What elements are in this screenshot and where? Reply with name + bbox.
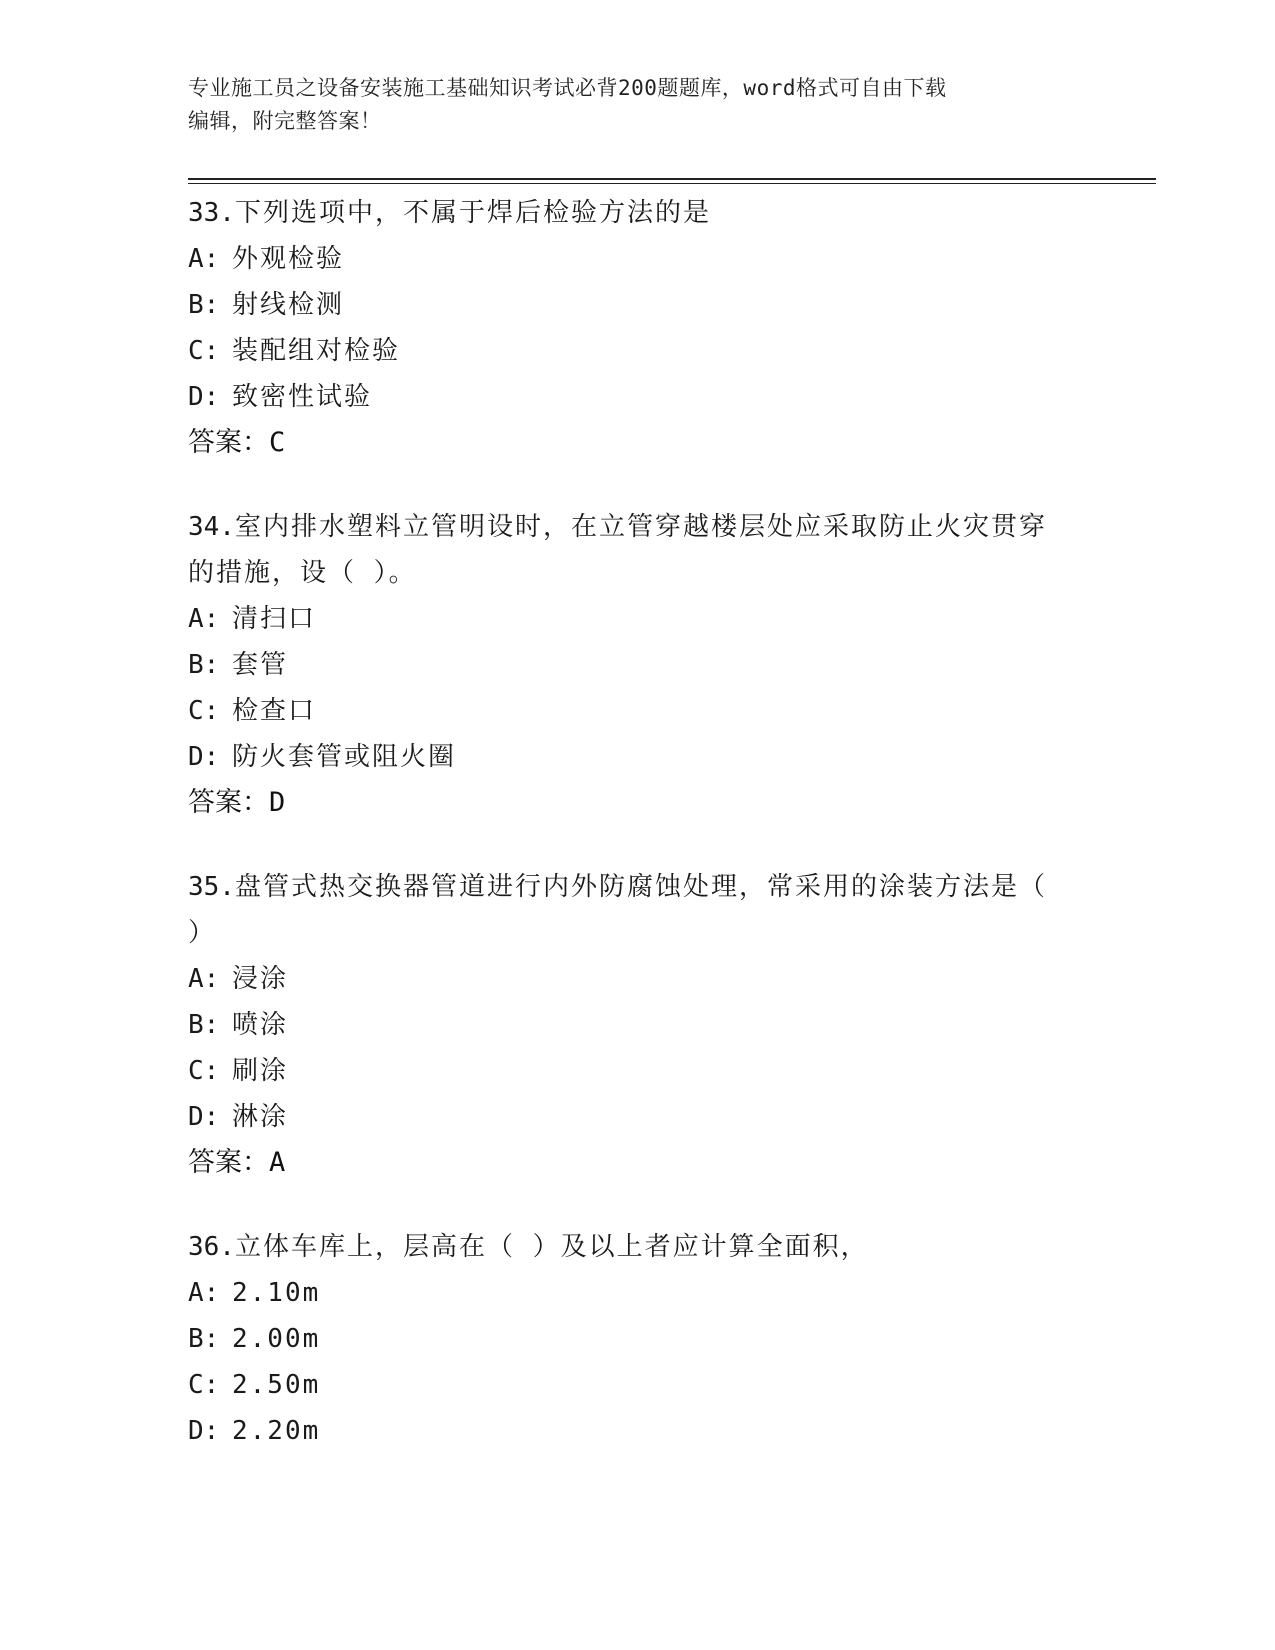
option-text: 套管 <box>232 650 289 680</box>
question-stem <box>188 504 1088 550</box>
option-b <box>188 282 1088 328</box>
question-33 <box>188 190 1088 466</box>
option-d <box>188 1094 1088 1140</box>
header-line-2: 编辑，附完整答案！ <box>188 109 382 133</box>
option-a <box>188 236 1088 282</box>
option-letter: D: <box>188 1102 220 1132</box>
option-text: 淋涂 <box>232 1102 289 1132</box>
option-c <box>188 328 1088 374</box>
question-number: 36. <box>188 1232 235 1262</box>
option-letter: A: <box>188 244 220 274</box>
option-text: 检查口 <box>232 696 317 726</box>
option-c <box>188 1362 1088 1408</box>
question-list <box>188 190 1088 1492</box>
header-line-1: 专业施工员之设备安装施工基础知识考试必背200题题库，word格式可自由下载 <box>188 76 947 100</box>
option-letter: C: <box>188 1370 220 1400</box>
answer-label: 答案： <box>188 1147 269 1178</box>
option-letter: B: <box>188 1010 220 1040</box>
question-35 <box>188 864 1088 1186</box>
option-b <box>188 642 1088 688</box>
option-a <box>188 596 1088 642</box>
answer-value: C <box>269 427 286 458</box>
option-d <box>188 1408 1088 1454</box>
option-letter: C: <box>188 1056 220 1086</box>
answer <box>188 1140 1088 1186</box>
option-letter: A: <box>188 964 220 994</box>
option-c <box>188 1048 1088 1094</box>
option-letter: D: <box>188 742 220 772</box>
option-letter: B: <box>188 650 220 680</box>
option-text: 刷涂 <box>232 1056 289 1086</box>
question-stem-line: 立体车库上，层高在（ ）及以上者应计算全面积， <box>234 1232 869 1262</box>
question-stem <box>188 864 1088 910</box>
option-letter: C: <box>188 336 220 366</box>
option-b <box>188 1316 1088 1362</box>
answer-label: 答案： <box>188 787 269 818</box>
option-text: 2.20m <box>232 1416 321 1446</box>
option-d <box>188 734 1088 780</box>
question-stem-line: 下列选项中，不属于焊后检验方法的是 <box>234 198 711 228</box>
option-text: 2.00m <box>232 1324 321 1354</box>
option-d <box>188 374 1088 420</box>
answer-label: 答案： <box>188 427 269 458</box>
option-a <box>188 956 1088 1002</box>
question-stem-line: 盘管式热交换器管道进行内外防腐蚀处理，常采用的涂装方法是（ <box>234 872 1047 902</box>
document-header <box>188 72 1088 138</box>
question-stem-line: ） <box>188 918 217 948</box>
option-letter: C: <box>188 696 220 726</box>
question-34 <box>188 504 1088 826</box>
question-number: 33. <box>188 198 235 228</box>
option-letter: B: <box>188 290 220 320</box>
question-stem-line: 室内排水塑料立管明设时，在立管穿越楼层处应采取防止火灾贯穿 <box>234 512 1047 542</box>
option-letter: B: <box>188 1324 220 1354</box>
header-divider-thick <box>188 178 1156 180</box>
option-text: 装配组对检验 <box>232 336 401 366</box>
answer-value: A <box>269 1147 286 1178</box>
option-text: 喷涂 <box>232 1010 289 1040</box>
answer <box>188 420 1088 466</box>
question-stem-continuation <box>188 550 1088 596</box>
option-a <box>188 1270 1088 1316</box>
question-number: 34. <box>188 512 235 542</box>
answer <box>188 780 1088 826</box>
option-text: 清扫口 <box>232 604 317 634</box>
option-c <box>188 688 1088 734</box>
option-letter: D: <box>188 1416 220 1446</box>
question-number: 35. <box>188 872 235 902</box>
option-letter: D: <box>188 382 220 412</box>
option-letter: A: <box>188 1278 220 1308</box>
question-stem-continuation <box>188 910 1088 956</box>
option-b <box>188 1002 1088 1048</box>
option-text: 致密性试验 <box>232 382 373 412</box>
header-divider-thin <box>188 183 1156 184</box>
question-stem-line: 的措施，设（ ）。 <box>188 558 417 588</box>
question-stem <box>188 1224 1088 1270</box>
option-text: 射线检测 <box>232 290 345 320</box>
option-letter: A: <box>188 604 220 634</box>
option-text: 防火套管或阻火圈 <box>232 742 457 772</box>
option-text: 2.50m <box>232 1370 321 1400</box>
option-text: 浸涂 <box>232 964 289 994</box>
question-stem <box>188 190 1088 236</box>
option-text: 2.10m <box>232 1278 321 1308</box>
question-36 <box>188 1224 1088 1454</box>
answer-value: D <box>269 787 286 818</box>
option-text: 外观检验 <box>232 244 345 274</box>
